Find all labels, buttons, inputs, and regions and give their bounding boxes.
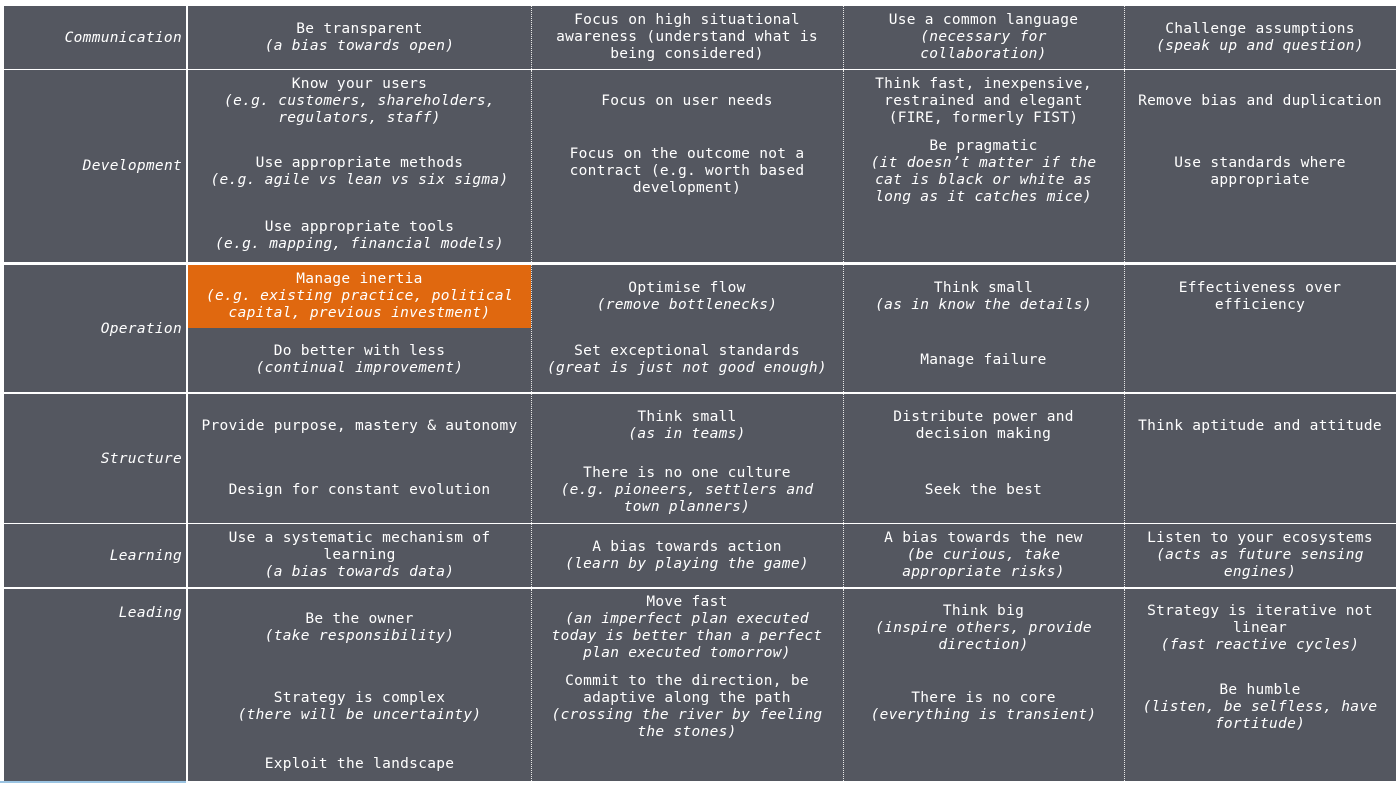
principle-cell bbox=[188, 589, 531, 667]
principle-cell bbox=[843, 6, 1124, 69]
category-label-text: Operation bbox=[100, 320, 182, 337]
column-divider bbox=[843, 394, 844, 523]
principle-cell bbox=[1124, 394, 1396, 458]
principle-cell bbox=[531, 524, 843, 587]
empty-cell bbox=[531, 210, 843, 262]
principle-cell bbox=[531, 70, 843, 133]
principle-title: Exploit the landscape bbox=[264, 755, 455, 772]
principle-cell bbox=[188, 210, 531, 262]
bottom-accent-line bbox=[0, 781, 186, 783]
principle-title: A bias towards the new bbox=[884, 530, 1083, 546]
principle-title: There is no core bbox=[911, 690, 1056, 706]
principle-cell bbox=[531, 394, 843, 458]
principle-title: Distribute power and decision making bbox=[893, 409, 1074, 442]
column-divider bbox=[843, 70, 844, 262]
principle-cell bbox=[843, 133, 1124, 210]
column-divider bbox=[531, 589, 532, 781]
principle-note: (remove bottlenecks) bbox=[596, 296, 778, 313]
principle-cell bbox=[1124, 667, 1396, 747]
principle-note: (everything is transient) bbox=[870, 707, 1097, 723]
principle-title: Be transparent bbox=[296, 20, 423, 37]
principle-title: Be humble bbox=[1219, 681, 1301, 698]
principle-title: There is no one culture bbox=[583, 465, 791, 481]
principle-title: Be the owner bbox=[305, 611, 414, 627]
principle-cell bbox=[531, 265, 843, 328]
principle-note: (as in teams) bbox=[628, 426, 746, 442]
principle-note: (learn by playing the game) bbox=[565, 555, 809, 572]
category-label-structure bbox=[4, 394, 186, 523]
principle-note: (take responsibility) bbox=[264, 628, 455, 644]
principle-note: (continual improvement) bbox=[255, 360, 464, 376]
principle-cell bbox=[188, 394, 531, 458]
principle-cell bbox=[843, 394, 1124, 458]
principle-title: Use appropriate methods bbox=[255, 154, 464, 171]
principle-cell bbox=[531, 458, 843, 523]
principle-cell bbox=[1124, 133, 1396, 210]
column-divider bbox=[843, 6, 844, 69]
principle-cell bbox=[531, 667, 843, 747]
principle-cell bbox=[531, 589, 843, 667]
principle-title: Effectiveness over efficiency bbox=[1178, 279, 1342, 313]
principle-title: Think small bbox=[933, 279, 1034, 296]
principle-note: (there will be uncertainty) bbox=[237, 707, 482, 723]
principle-title: Seek the best bbox=[924, 482, 1043, 498]
column-divider bbox=[1124, 589, 1125, 781]
category-label-learning bbox=[4, 524, 186, 587]
empty-cell bbox=[1124, 328, 1396, 392]
principle-cell bbox=[843, 265, 1124, 328]
principle-note: (be curious, take appropriate risks) bbox=[902, 547, 1065, 580]
column-divider bbox=[531, 6, 532, 69]
column-divider bbox=[531, 394, 532, 523]
category-label-text: Communication bbox=[64, 29, 182, 46]
empty-cell bbox=[1124, 747, 1396, 781]
principle-title: Know your users bbox=[291, 76, 428, 92]
principle-title: Use a common language bbox=[888, 12, 1079, 28]
principle-note: (a bias towards data) bbox=[264, 564, 455, 580]
principle-cell bbox=[188, 328, 531, 392]
principle-note: (speak up and question) bbox=[1156, 37, 1364, 54]
empty-cell bbox=[531, 747, 843, 781]
column-divider bbox=[1124, 265, 1125, 392]
principle-title: Set exceptional standards bbox=[574, 343, 800, 359]
principle-title: Do better with less bbox=[273, 343, 446, 359]
principle-title: Optimise flow bbox=[628, 279, 746, 296]
principle-note: (e.g. customers, shareholders, regulators, staff) bbox=[224, 93, 495, 126]
empty-cell bbox=[843, 747, 1124, 781]
principle-title: Think fast, inexpensive, restrained and elegant (FIRE, formerly FIST) bbox=[875, 76, 1092, 126]
principle-cell bbox=[531, 133, 843, 210]
principle-cell bbox=[1124, 589, 1396, 667]
principle-note: (necessary for collaboration) bbox=[920, 29, 1047, 62]
category-label-operation bbox=[4, 265, 186, 392]
principle-note: (fast reactive cycles) bbox=[1160, 636, 1360, 653]
principle-note: (e.g. existing practice, political capital, previous investment) bbox=[205, 288, 513, 321]
column-divider bbox=[843, 589, 844, 781]
principle-title: Remove bias and duplication bbox=[1138, 93, 1382, 109]
principle-title: Use appropriate tools bbox=[264, 219, 455, 235]
principle-title: Think small bbox=[637, 409, 737, 425]
principle-cell bbox=[843, 667, 1124, 747]
principle-title: Manage failure bbox=[920, 351, 1047, 368]
principle-cell bbox=[188, 133, 531, 210]
principle-cell bbox=[188, 6, 531, 69]
category-label-development bbox=[4, 70, 186, 262]
principle-note: (crossing the river by feeling the stones) bbox=[551, 707, 823, 740]
column-divider bbox=[1124, 394, 1125, 523]
principle-cell bbox=[1124, 265, 1396, 328]
principle-title: Use standards where appropriate bbox=[1174, 154, 1346, 188]
principle-title: Strategy is iterative not linear bbox=[1147, 602, 1373, 636]
principle-note: (e.g. mapping, financial models) bbox=[215, 236, 504, 252]
column-divider bbox=[531, 70, 532, 262]
principle-title: Focus on the outcome not a contract (e.g. worth based development) bbox=[569, 146, 805, 196]
principle-cell bbox=[188, 524, 531, 587]
principle-cell bbox=[843, 70, 1124, 133]
principle-title: Provide purpose, mastery & autonomy bbox=[201, 417, 518, 434]
column-divider bbox=[843, 524, 844, 587]
category-label-text: Structure bbox=[100, 450, 182, 467]
category-label-text: Leading bbox=[118, 605, 182, 621]
principle-cell bbox=[843, 524, 1124, 587]
principle-note: (inspire others, provide direction) bbox=[875, 619, 1092, 653]
principle-title: Manage inertia bbox=[296, 271, 423, 287]
principle-cell bbox=[188, 458, 531, 523]
principle-cell bbox=[843, 458, 1124, 523]
category-label-leading bbox=[4, 589, 186, 781]
principle-cell bbox=[531, 6, 843, 69]
principle-cell bbox=[1124, 524, 1396, 587]
principle-title: Challenge assumptions bbox=[1165, 20, 1355, 37]
principle-cell bbox=[188, 667, 531, 747]
principle-title: Think big bbox=[942, 602, 1025, 619]
principle-cell bbox=[843, 589, 1124, 667]
principle-title: Listen to your ecosystems bbox=[1147, 530, 1373, 546]
column-divider bbox=[1124, 70, 1125, 262]
principle-note: (a bias towards open) bbox=[264, 37, 455, 54]
column-divider bbox=[531, 265, 532, 392]
column-divider bbox=[1124, 6, 1125, 69]
principle-note: (an imperfect plan executed today is better than a perfect plan executed tomorrow) bbox=[551, 611, 823, 661]
principle-cell bbox=[1124, 6, 1396, 69]
principle-note: (great is just not good enough) bbox=[547, 360, 827, 376]
principle-title: Think aptitude and attitude bbox=[1138, 417, 1382, 434]
empty-cell bbox=[1124, 210, 1396, 262]
principle-cell bbox=[843, 328, 1124, 392]
column-divider bbox=[531, 524, 532, 587]
principle-note: (it doesn’t matter if the cat is black or white as long as it catches mice) bbox=[870, 154, 1097, 205]
principle-cell bbox=[188, 265, 531, 328]
principle-title: Focus on user needs bbox=[601, 93, 773, 109]
principle-cell bbox=[531, 328, 843, 392]
empty-cell bbox=[843, 210, 1124, 262]
principle-title: Focus on high situational awareness (understand what is being considered) bbox=[556, 12, 818, 62]
principle-note: (listen, be selfless, have fortitude) bbox=[1142, 698, 1378, 732]
principle-title: Strategy is complex bbox=[273, 690, 446, 706]
category-label-text: Learning bbox=[109, 547, 182, 564]
principle-note: (e.g. pioneers, settlers and town planners) bbox=[560, 482, 814, 515]
principle-title: Commit to the direction, be adaptive along the path bbox=[565, 673, 809, 706]
principle-title: A bias towards action bbox=[592, 538, 782, 555]
category-label-text: Development bbox=[82, 158, 182, 174]
category-label-communication bbox=[4, 6, 186, 69]
principle-cell bbox=[1124, 70, 1396, 133]
principle-title: Move fast bbox=[646, 594, 728, 610]
principle-note: (e.g. agile vs lean vs six sigma) bbox=[210, 171, 509, 188]
principle-cell bbox=[188, 70, 531, 133]
principle-title: Be pragmatic bbox=[929, 137, 1038, 154]
principle-note: (as in know the details) bbox=[875, 296, 1092, 313]
column-divider bbox=[1124, 524, 1125, 587]
principle-title: Design for constant evolution bbox=[228, 482, 491, 498]
principle-title: Use a systematic mechanism of learning bbox=[228, 530, 491, 563]
principle-cell bbox=[188, 747, 531, 781]
column-divider bbox=[843, 265, 844, 392]
empty-cell bbox=[1124, 458, 1396, 523]
principle-note: (acts as future sensing engines) bbox=[1156, 547, 1364, 580]
